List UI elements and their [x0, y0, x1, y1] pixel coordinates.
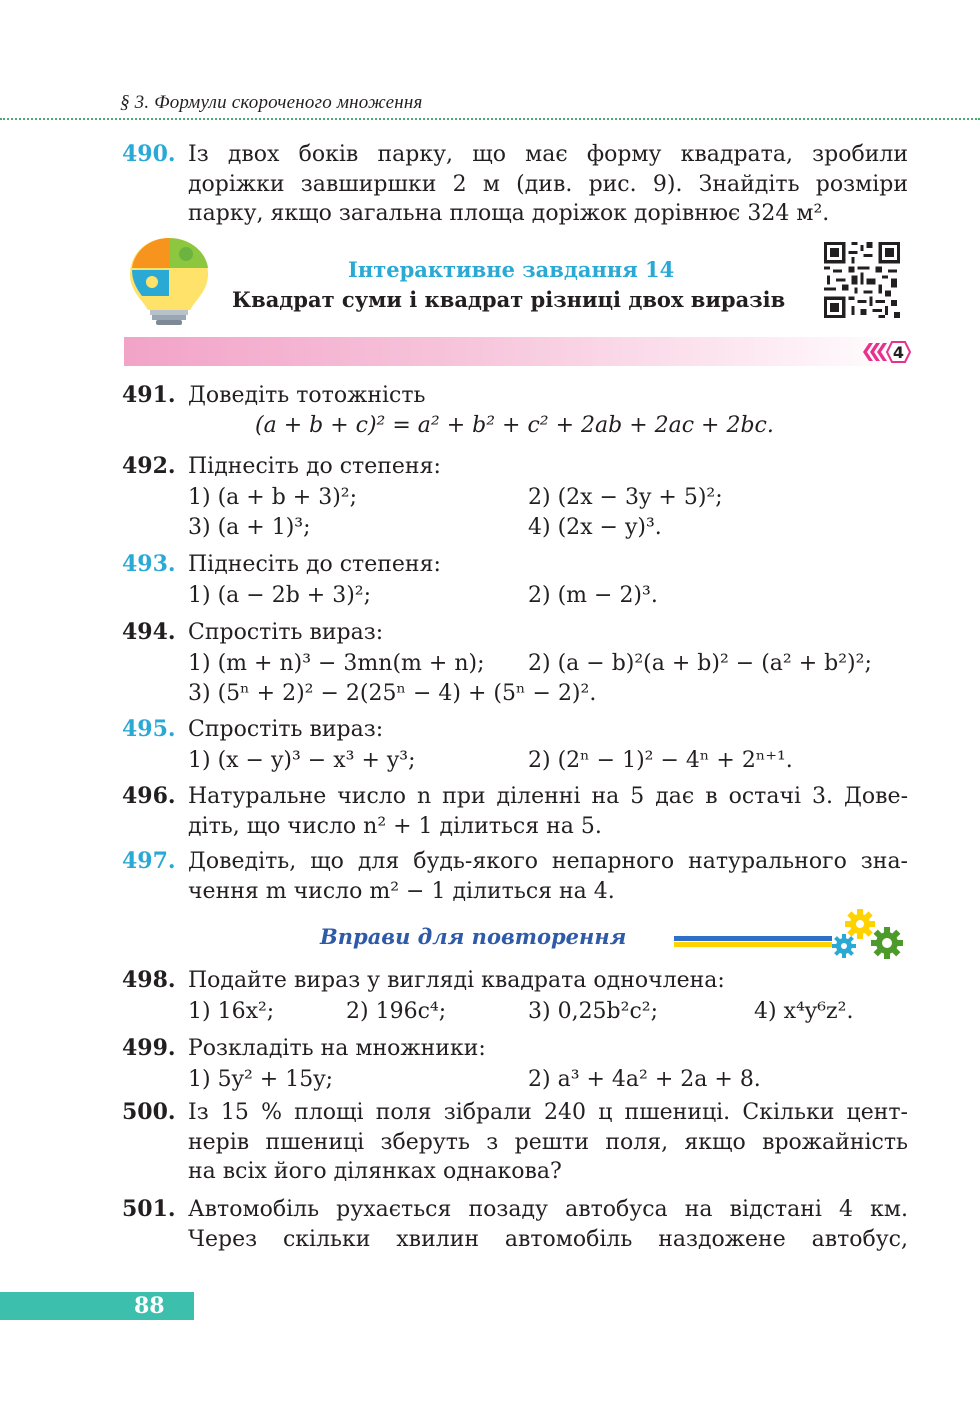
- exercise-number: 491.: [122, 382, 176, 408]
- exercise-text-line: Подайте вираз у вигляді квадрата одночлена:: [188, 968, 725, 993]
- exercise-item: 2) (2x − 3y + 5)²;: [528, 485, 723, 510]
- exercise-item: 1) (x − y)³ − x³ + y³;: [188, 748, 416, 773]
- exercise-text-line: Автомобіль рухається позаду автобуса на відстані 4 км.: [188, 1197, 908, 1222]
- header-divider: [0, 118, 980, 120]
- exercise-number: 500.: [122, 1099, 176, 1125]
- exercise-text-line: Із двох боків парку, що має форму квадрата, зробили: [188, 142, 908, 167]
- interactive-task-bar: [124, 337, 908, 366]
- exercise-text-line: Піднесіть до степеня:: [188, 552, 441, 577]
- exercise-text-line: Натуральне число n при діленні на 5 дає в остачі 3. Дове-: [188, 784, 908, 809]
- exercise-number: 495.: [122, 716, 176, 742]
- repeat-section-title: Вправи для повторення: [320, 924, 627, 949]
- exercise-item: 1) (m + n)³ − 3mn(m + n);: [188, 651, 485, 676]
- exercise-item: 3) (5ⁿ + 2)² − 2(25ⁿ − 4) + (5ⁿ − 2)².: [188, 681, 597, 706]
- exercise-item: 3) (a + 1)³;: [188, 515, 311, 540]
- lightbulb-puzzle-icon: [124, 234, 214, 326]
- exercise-item: 2) (m − 2)³.: [528, 583, 658, 608]
- exercise-number: 501.: [122, 1196, 176, 1222]
- exercise-number: 492.: [122, 453, 176, 479]
- exercise-text-line: Із 15 % площі поля зібрали 240 ц пшениці. Скільки цент-: [188, 1100, 908, 1125]
- exercise-number: 493.: [122, 551, 176, 577]
- level-chevrons-icon: [857, 340, 911, 364]
- exercise-text-line: Піднесіть до степеня:: [188, 454, 441, 479]
- exercise-text-line: парку, якщо загальна площа доріжок дорівнює 324 м².: [188, 201, 830, 226]
- exercise-text-line: доріжки завширшки 2 м (див. рис. 9). Знайдіть розміри: [188, 171, 908, 197]
- exercise-item: 3) 0,25b²c²;: [528, 999, 659, 1024]
- exercise-text-line: Спростіть вираз:: [188, 620, 384, 645]
- section-header: § 3. Формули скороченого множення: [120, 92, 423, 113]
- exercise-formula: (a + b + c)² = a² + b² + c² + 2ab + 2ac + 2bc.: [255, 412, 774, 438]
- exercise-number: 499.: [122, 1035, 176, 1061]
- page-number: 88: [134, 1293, 165, 1319]
- exercise-text-line: Доведіть, що для будь-якого непарного натурального зна-: [188, 849, 908, 874]
- qr-code-icon[interactable]: [824, 242, 900, 318]
- exercise-item: 4) x⁴y⁶z².: [754, 999, 854, 1024]
- gears-icon: [672, 908, 912, 964]
- exercise-item: 2) 196c⁴;: [346, 999, 447, 1024]
- level-number: 4: [892, 343, 905, 362]
- interactive-task-title: Інтерактивне завдання 14: [348, 257, 675, 282]
- exercise-item: 1) 5y² + 15y;: [188, 1067, 334, 1092]
- exercise-item: 1) (a + b + 3)²;: [188, 485, 358, 510]
- exercise-text-line: нерів пшениці зберуть з решти поля, якщо врожайність: [188, 1129, 908, 1155]
- exercise-number: 496.: [122, 783, 176, 809]
- exercise-text-line: діть, що число n² + 1 ділиться на 5.: [188, 813, 602, 839]
- exercise-item: 2) (a − b)²(a + b)² − (a² + b²)²;: [528, 651, 872, 676]
- exercise-text-line: Розкладіть на множники:: [188, 1036, 486, 1061]
- interactive-task-subtitle: Квадрат суми і квадрат різниці двох виразів: [232, 287, 786, 312]
- exercise-text-line: Доведіть тотожність: [188, 383, 426, 408]
- exercise-text-line: на всіх його ділянках однакова?: [188, 1159, 562, 1184]
- exercise-item: 4) (2x − y)³.: [528, 515, 662, 540]
- exercise-text-line: Спростіть вираз:: [188, 717, 384, 742]
- exercise-text-line: Через скільки хвилин автомобіль наздожене автобус,: [188, 1226, 908, 1252]
- exercise-item: 2) (2ⁿ − 1)² − 4ⁿ + 2ⁿ⁺¹.: [528, 748, 793, 773]
- exercise-number: 490.: [122, 141, 176, 167]
- exercise-item: 2) a³ + 4a² + 2a + 8.: [528, 1067, 761, 1092]
- exercise-number: 497.: [122, 848, 176, 874]
- exercise-item: 1) 16x²;: [188, 999, 275, 1024]
- exercise-number: 498.: [122, 967, 176, 993]
- exercise-item: 1) (a − 2b + 3)²;: [188, 583, 372, 608]
- page-number-bar: [0, 1292, 194, 1320]
- exercise-text-line: чення m число m² − 1 ділиться на 4.: [188, 878, 615, 904]
- exercise-number: 494.: [122, 619, 176, 645]
